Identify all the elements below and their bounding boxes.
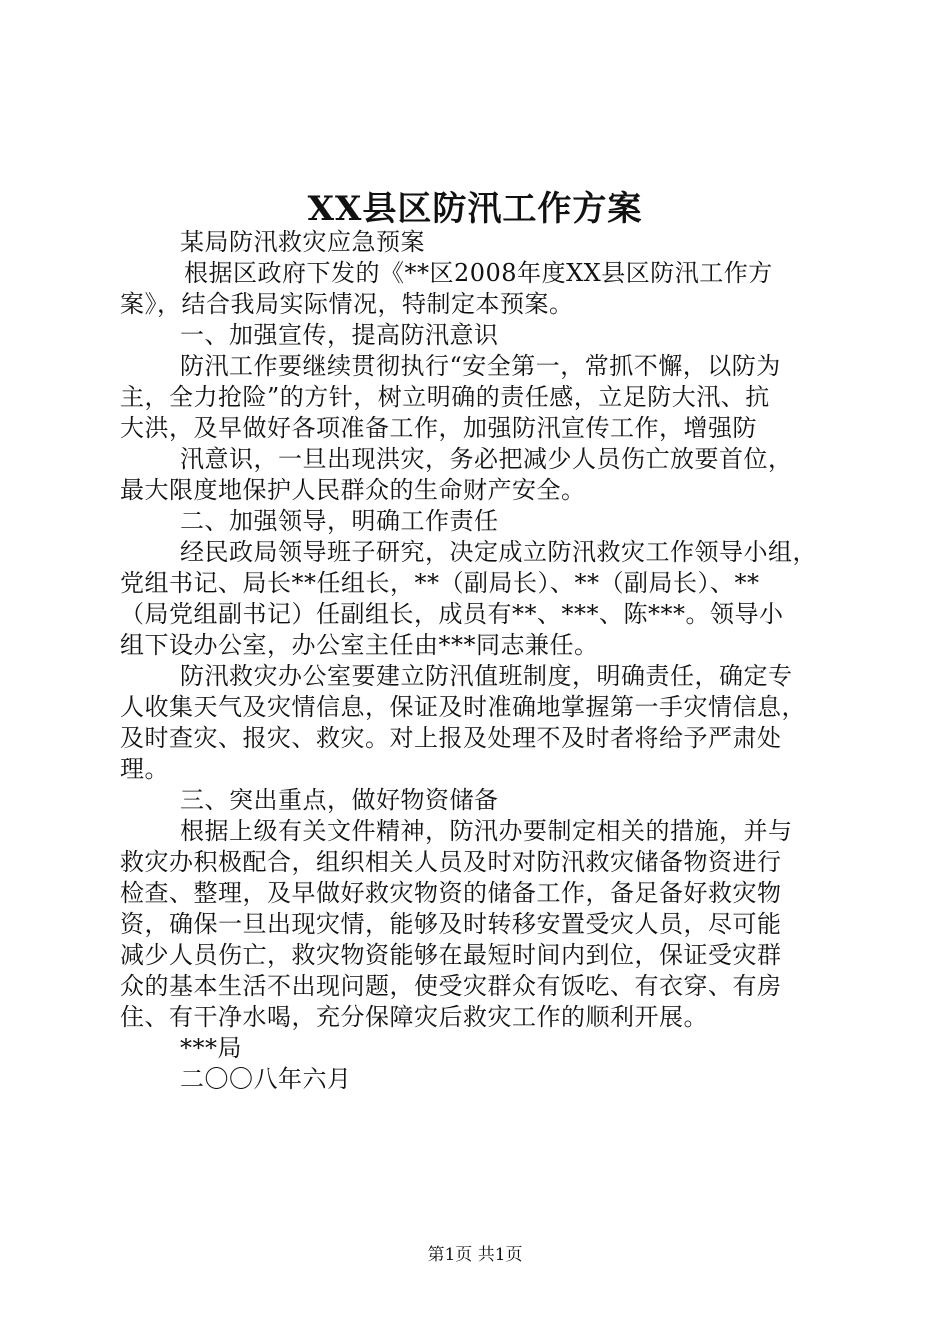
paragraph-line: 救灾办积极配合，组织相关人员及时对防汛救灾储备物资进行 — [120, 848, 782, 876]
signature-organization: ***局 — [180, 1034, 242, 1062]
page-footer: 第1页 共1页 — [427, 1245, 523, 1265]
section-heading-3: 三、突出重点，做好物资储备 — [180, 786, 499, 814]
paragraph-line: 及时查灾、报灾、救灾。对上报及处理不及时者将给予严肃处 — [120, 724, 782, 752]
paragraph-line: 资，确保一旦出现灾情，能够及时转移安置受灾人员，尽可能 — [120, 910, 782, 938]
section-heading-2: 二、加强领导，明确工作责任 — [180, 507, 499, 535]
paragraph-line: 防汛救灾办公室要建立防汛值班制度，明确责任，确定专 — [180, 662, 793, 690]
paragraph-line: 减少人员伤亡，救灾物资能够在最短时间内到位，保证受灾群 — [120, 941, 782, 969]
paragraph-line: （局党组副书记）任副组长，成员有**、***、陈***。领导小 — [120, 600, 784, 628]
paragraph-line: 汛意识，一旦出现洪灾，务必把减少人员伤亡放要首位， — [180, 445, 793, 473]
paragraph-line: 防汛工作要继续贯彻执行“安全第一，常抓不懈，以防为 — [180, 352, 781, 380]
section-heading-1: 一、加强宣传，提高防汛意识 — [180, 321, 499, 349]
paragraph-line: 主，全力抢险”的方针，树立明确的责任感，立足防大汛、抗 — [120, 383, 770, 411]
paragraph-line: 住、有干净水喝，充分保障灾后救灾工作的顺利开展。 — [120, 1003, 708, 1031]
paragraph-line: 组下设办公室，办公室主任由***同志兼任。 — [120, 631, 599, 659]
subtitle-line: 某局防汛救灾应急预案 — [180, 228, 425, 256]
paragraph-line: 根据上级有关文件精神，防汛办要制定相关的措施，并与 — [180, 817, 793, 845]
paragraph-line: 经民政局领导班子研究，决定成立防汛救灾工作领导小组， — [180, 538, 817, 566]
paragraph-line: 案》，结合我局实际情况，特制定本预案。 — [120, 290, 574, 318]
paragraph-line: 根据区政府下发的《**区2008年度XX县区防汛工作方 — [184, 259, 773, 287]
paragraph-line: 大洪，及早做好各项准备工作，加强防汛宣传工作，增强防 — [120, 414, 757, 442]
paragraph-line: 最大限度地保护人民群众的生命财产安全。 — [120, 476, 586, 504]
paragraph-line: 理。 — [120, 755, 169, 783]
paragraph-line: 检查、整理，及早做好救灾物资的储备工作，备足备好救灾物 — [120, 879, 782, 907]
signature-date: 二〇〇八年六月 — [180, 1065, 352, 1093]
document-title: XX县区防汛工作方案 — [307, 189, 643, 229]
paragraph-line: 人收集天气及灾情信息，保证及时准确地掌握第一手灾情信息， — [120, 693, 806, 721]
document-body — [120, 227, 840, 1095]
paragraph-line: 众的基本生活不出现问题，使受灾群众有饭吃、有衣穿、有房 — [120, 972, 782, 1000]
paragraph-line: 党组书记、局长**任组长，**（副局长）、**（副局长）、** — [120, 569, 760, 597]
